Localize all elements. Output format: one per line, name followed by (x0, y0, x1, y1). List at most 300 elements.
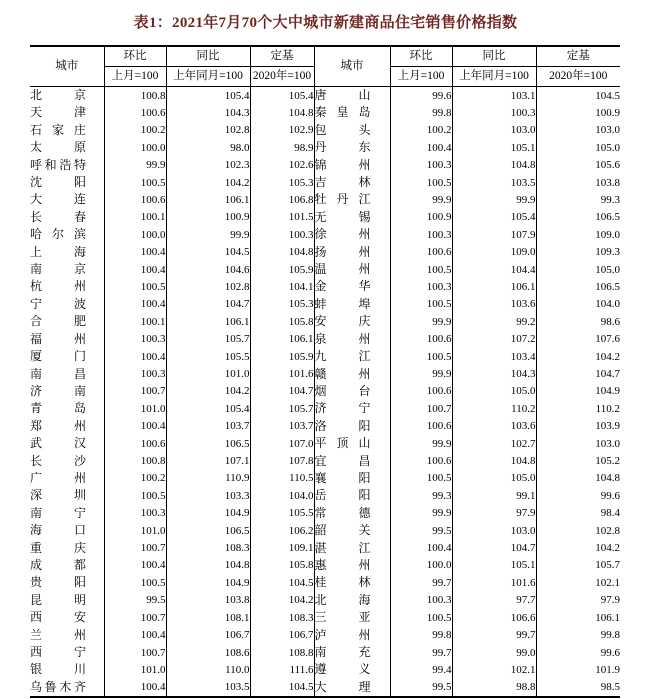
city-name-left: 大连 (30, 192, 86, 207)
mom-value-right: 100.7 (390, 400, 452, 417)
fixed-value-left: 103.7 (250, 418, 314, 435)
table-row (30, 174, 620, 191)
mom-value-right: 99.7 (390, 574, 452, 591)
city-name-left: 呼和浩特 (30, 157, 86, 172)
mom-value-right: 99.7 (390, 644, 452, 661)
mom-value-left: 100.4 (104, 627, 166, 644)
yoy-value-left: 105.4 (166, 400, 250, 417)
yoy-value-right: 99.9 (452, 191, 536, 208)
city-name-right: 济宁 (314, 401, 371, 416)
table-row (30, 487, 620, 504)
fixed-value-left: 104.8 (250, 104, 314, 121)
mom-value-left: 100.7 (104, 644, 166, 661)
yoy-value-left: 105.4 (166, 87, 250, 105)
city-cell-right (314, 174, 390, 191)
fixed-value-left: 107.0 (250, 435, 314, 452)
yoy-value-left: 99.9 (166, 226, 250, 243)
fixed-value-left: 105.5 (250, 505, 314, 522)
city-cell-left (30, 627, 104, 644)
mom-value-left: 100.4 (104, 261, 166, 278)
fixed-value-right: 104.9 (536, 383, 620, 400)
mom-value-left: 100.1 (104, 313, 166, 330)
fixed-value-left: 110.5 (250, 470, 314, 487)
header-city-right: 城市 (314, 46, 390, 87)
yoy-value-right: 99.7 (452, 627, 536, 644)
city-cell-left (30, 226, 104, 243)
yoy-value-left: 104.9 (166, 505, 250, 522)
price-index-table (30, 45, 620, 698)
city-cell-right (314, 122, 390, 139)
city-cell-right (314, 366, 390, 383)
mom-value-right: 100.2 (390, 122, 452, 139)
city-cell-left (30, 174, 104, 191)
city-name-left: 杭州 (30, 279, 86, 294)
table-row (30, 331, 620, 348)
fixed-value-left: 107.8 (250, 453, 314, 470)
mom-value-left: 100.4 (104, 679, 166, 697)
fixed-value-right: 101.9 (536, 661, 620, 678)
mom-value-right: 100.3 (390, 226, 452, 243)
mom-value-right: 100.5 (390, 296, 452, 313)
city-cell-right (314, 627, 390, 644)
yoy-value-left: 106.1 (166, 313, 250, 330)
mom-value-right: 100.3 (390, 278, 452, 295)
mom-value-left: 101.0 (104, 661, 166, 678)
fixed-value-right: 103.8 (536, 174, 620, 191)
mom-value-left: 100.8 (104, 87, 166, 105)
fixed-value-right: 107.6 (536, 331, 620, 348)
fixed-value-right: 104.8 (536, 470, 620, 487)
city-name-right: 温州 (314, 262, 371, 277)
city-cell-right (314, 557, 390, 574)
yoy-value-right: 107.9 (452, 226, 536, 243)
fixed-value-left: 104.0 (250, 487, 314, 504)
fixed-value-right: 109.0 (536, 226, 620, 243)
city-cell-right (314, 679, 390, 697)
city-name-right: 岳阳 (314, 488, 371, 503)
city-name-right: 湛江 (314, 540, 371, 555)
fixed-value-right: 105.2 (536, 453, 620, 470)
fixed-value-right: 106.1 (536, 609, 620, 626)
city-cell-right (314, 226, 390, 243)
mom-value-left: 100.0 (104, 139, 166, 156)
header-yoy-right: 同比 (452, 46, 536, 67)
city-cell-left (30, 557, 104, 574)
fixed-value-right: 99.6 (536, 644, 620, 661)
yoy-value-right: 103.1 (452, 87, 536, 105)
mom-value-left: 100.5 (104, 174, 166, 191)
table-row (30, 661, 620, 678)
city-cell-left (30, 470, 104, 487)
fixed-value-left: 111.6 (250, 661, 314, 678)
table-row (30, 366, 620, 383)
fixed-value-left: 104.8 (250, 244, 314, 261)
yoy-value-right: 105.0 (452, 383, 536, 400)
table-row (30, 470, 620, 487)
yoy-value-right: 101.6 (452, 574, 536, 591)
mom-value-right: 100.6 (390, 331, 452, 348)
yoy-value-left: 110.0 (166, 661, 250, 678)
fixed-value-right: 98.5 (536, 679, 620, 697)
mom-value-left: 101.0 (104, 400, 166, 417)
city-cell-left (30, 383, 104, 400)
city-cell-right (314, 331, 390, 348)
city-cell-left (30, 261, 104, 278)
yoy-value-right: 104.8 (452, 453, 536, 470)
fixed-value-left: 105.3 (250, 174, 314, 191)
yoy-value-right: 102.1 (452, 661, 536, 678)
mom-value-right: 100.6 (390, 383, 452, 400)
fixed-value-left: 105.8 (250, 557, 314, 574)
yoy-value-right: 105.4 (452, 209, 536, 226)
yoy-value-right: 98.8 (452, 679, 536, 697)
document-page (0, 11, 651, 698)
city-cell-left (30, 139, 104, 156)
city-cell-left (30, 679, 104, 697)
fixed-value-left: 104.2 (250, 592, 314, 609)
yoy-value-left: 104.5 (166, 244, 250, 261)
fixed-value-left: 104.5 (250, 574, 314, 591)
mom-value-right: 100.4 (390, 139, 452, 156)
fixed-value-left: 106.1 (250, 331, 314, 348)
yoy-value-right: 97.7 (452, 592, 536, 609)
table-row (30, 557, 620, 574)
city-cell-right (314, 104, 390, 121)
mom-value-left: 100.7 (104, 383, 166, 400)
city-name-right: 平顶山 (314, 436, 371, 451)
table-title: 表1：2021年7月70个大中城市新建商品住宅销售价格指数 (133, 15, 518, 31)
mom-value-right: 99.9 (390, 366, 452, 383)
yoy-value-left: 103.5 (166, 679, 250, 697)
city-name-right: 常德 (314, 505, 371, 520)
mom-value-left: 100.7 (104, 540, 166, 557)
fixed-value-right: 102.8 (536, 522, 620, 539)
yoy-value-left: 98.0 (166, 139, 250, 156)
city-cell-left (30, 348, 104, 365)
header-mom-base-left: 上月=100 (104, 67, 166, 87)
table-row (30, 453, 620, 470)
city-cell-right (314, 574, 390, 591)
table-row (30, 139, 620, 156)
table-row (30, 400, 620, 417)
city-cell-left (30, 313, 104, 330)
yoy-value-left: 102.8 (166, 122, 250, 139)
city-name-left: 济南 (30, 383, 86, 398)
city-cell-right (314, 261, 390, 278)
mom-value-right: 99.9 (390, 313, 452, 330)
yoy-value-right: 109.0 (452, 244, 536, 261)
yoy-value-left: 108.6 (166, 644, 250, 661)
yoy-value-right: 103.6 (452, 418, 536, 435)
fixed-value-left: 106.2 (250, 522, 314, 539)
table-row (30, 592, 620, 609)
yoy-value-left: 100.9 (166, 209, 250, 226)
fixed-value-left: 108.3 (250, 609, 314, 626)
city-cell-left (30, 661, 104, 678)
city-name-right: 无锡 (314, 209, 371, 224)
mom-value-right: 100.3 (390, 157, 452, 174)
city-name-left: 南宁 (30, 505, 86, 520)
city-cell-left (30, 540, 104, 557)
fixed-value-left: 105.8 (250, 313, 314, 330)
city-name-right: 唐山 (314, 88, 371, 102)
yoy-value-left: 104.9 (166, 574, 250, 591)
city-cell-right (314, 191, 390, 208)
city-name-left: 哈尔滨 (30, 227, 86, 242)
mom-value-right: 100.9 (390, 209, 452, 226)
table-row (30, 627, 620, 644)
yoy-value-left: 102.3 (166, 157, 250, 174)
city-cell-left (30, 122, 104, 139)
city-name-left: 贵阳 (30, 575, 86, 590)
fixed-value-left: 104.7 (250, 383, 314, 400)
city-name-right: 吉林 (314, 175, 371, 190)
header-fixed-right: 定基 (536, 46, 620, 67)
fixed-value-left: 108.8 (250, 644, 314, 661)
header-yoy-base-right: 上年同月=100 (452, 67, 536, 87)
mom-value-left: 100.3 (104, 331, 166, 348)
city-cell-right (314, 313, 390, 330)
table-row (30, 296, 620, 313)
yoy-value-left: 104.2 (166, 174, 250, 191)
city-cell-right (314, 348, 390, 365)
mom-value-right: 99.3 (390, 487, 452, 504)
city-name-left: 昆明 (30, 592, 86, 607)
fixed-value-right: 105.0 (536, 139, 620, 156)
city-name-left: 长沙 (30, 453, 86, 468)
fixed-value-right: 102.1 (536, 574, 620, 591)
fixed-value-right: 103.0 (536, 435, 620, 452)
yoy-value-left: 108.3 (166, 540, 250, 557)
mom-value-left: 100.1 (104, 209, 166, 226)
city-name-right: 徐州 (314, 227, 371, 242)
yoy-value-left: 104.2 (166, 383, 250, 400)
city-name-left: 西安 (30, 610, 86, 625)
city-name-right: 丹东 (314, 140, 371, 155)
fixed-value-left: 105.7 (250, 400, 314, 417)
table-row (30, 644, 620, 661)
city-name-left: 郑州 (30, 418, 86, 433)
city-cell-right (314, 139, 390, 156)
table-row (30, 87, 620, 105)
city-name-right: 洛阳 (314, 418, 371, 433)
city-cell-left (30, 487, 104, 504)
city-cell-right (314, 453, 390, 470)
city-cell-left (30, 87, 104, 105)
mom-value-left: 100.2 (104, 122, 166, 139)
city-cell-left (30, 505, 104, 522)
city-name-right: 韶关 (314, 523, 371, 538)
mom-value-left: 100.2 (104, 470, 166, 487)
yoy-value-left: 106.5 (166, 522, 250, 539)
yoy-value-left: 110.9 (166, 470, 250, 487)
city-name-left: 沈阳 (30, 175, 86, 190)
yoy-value-right: 104.3 (452, 366, 536, 383)
yoy-value-right: 104.4 (452, 261, 536, 278)
fixed-value-right: 98.4 (536, 505, 620, 522)
fixed-value-right: 104.5 (536, 87, 620, 105)
city-name-left: 北京 (30, 88, 86, 102)
mom-value-right: 100.5 (390, 470, 452, 487)
table-row (30, 313, 620, 330)
city-cell-left (30, 157, 104, 174)
table-row (30, 383, 620, 400)
yoy-value-right: 103.6 (452, 296, 536, 313)
table-row (30, 261, 620, 278)
yoy-value-right: 99.2 (452, 313, 536, 330)
fixed-value-right: 110.2 (536, 400, 620, 417)
city-cell-right (314, 661, 390, 678)
city-name-right: 锦州 (314, 157, 371, 172)
yoy-value-right: 97.9 (452, 505, 536, 522)
table-row (30, 574, 620, 591)
yoy-value-left: 104.3 (166, 104, 250, 121)
city-name-right: 宜昌 (314, 453, 371, 468)
city-cell-right (314, 383, 390, 400)
city-name-right: 惠州 (314, 557, 371, 572)
yoy-value-right: 105.0 (452, 470, 536, 487)
city-name-left: 西宁 (30, 645, 86, 659)
fixed-value-left: 105.3 (250, 296, 314, 313)
yoy-value-right: 103.4 (452, 348, 536, 365)
city-name-right: 遵义 (314, 662, 371, 677)
city-cell-right (314, 209, 390, 226)
city-name-left: 成都 (30, 557, 86, 572)
mom-value-right: 100.6 (390, 244, 452, 261)
mom-value-left: 100.4 (104, 418, 166, 435)
table-row (30, 226, 620, 243)
fixed-value-left: 105.9 (250, 261, 314, 278)
fixed-value-left: 102.9 (250, 122, 314, 139)
city-cell-left (30, 644, 104, 661)
city-name-right: 金华 (314, 279, 371, 294)
fixed-value-right: 104.2 (536, 348, 620, 365)
fixed-value-right: 104.2 (536, 540, 620, 557)
yoy-value-right: 103.0 (452, 122, 536, 139)
city-cell-left (30, 278, 104, 295)
city-cell-left (30, 592, 104, 609)
city-cell-left (30, 104, 104, 121)
city-cell-left (30, 331, 104, 348)
city-name-left: 广州 (30, 470, 86, 485)
yoy-value-right: 106.6 (452, 609, 536, 626)
yoy-value-left: 103.8 (166, 592, 250, 609)
city-name-left: 武汉 (30, 436, 86, 451)
city-cell-left (30, 435, 104, 452)
mom-value-right: 100.3 (390, 592, 452, 609)
mom-value-left: 100.4 (104, 348, 166, 365)
mom-value-right: 99.5 (390, 522, 452, 539)
city-cell-left (30, 574, 104, 591)
mom-value-right: 99.8 (390, 104, 452, 121)
city-cell-left (30, 609, 104, 626)
fixed-value-right: 106.5 (536, 278, 620, 295)
mom-value-left: 100.4 (104, 244, 166, 261)
mom-value-right: 99.6 (390, 87, 452, 105)
yoy-value-left: 104.6 (166, 261, 250, 278)
mom-value-right: 99.5 (390, 679, 452, 697)
fixed-value-left: 104.1 (250, 278, 314, 295)
mom-value-left: 100.4 (104, 296, 166, 313)
city-name-right: 烟台 (314, 383, 371, 398)
mom-value-left: 100.5 (104, 574, 166, 591)
city-name-left: 海口 (30, 523, 86, 538)
city-name-right: 北海 (314, 592, 371, 607)
yoy-value-right: 104.7 (452, 540, 536, 557)
city-cell-right (314, 418, 390, 435)
city-name-right: 安庆 (314, 314, 371, 329)
fixed-value-right: 105.0 (536, 261, 620, 278)
table-row (30, 609, 620, 626)
city-name-right: 泉州 (314, 331, 371, 346)
mom-value-right: 100.0 (390, 557, 452, 574)
city-name-left: 天津 (30, 105, 86, 120)
mom-value-left: 100.8 (104, 453, 166, 470)
city-cell-right (314, 592, 390, 609)
city-name-left: 兰州 (30, 627, 86, 642)
fixed-value-left: 100.3 (250, 226, 314, 243)
yoy-value-right: 103.0 (452, 522, 536, 539)
header-fixed-base-left: 2020年=100 (250, 67, 314, 87)
mom-value-right: 100.5 (390, 174, 452, 191)
fixed-value-left: 109.1 (250, 540, 314, 557)
fixed-value-left: 105.9 (250, 348, 314, 365)
city-name-left: 南昌 (30, 366, 86, 381)
city-name-right: 大理 (314, 679, 371, 694)
city-cell-right (314, 244, 390, 261)
header-fixed-left: 定基 (250, 46, 314, 67)
mom-value-right: 99.9 (390, 191, 452, 208)
yoy-value-right: 99.1 (452, 487, 536, 504)
yoy-value-right: 106.1 (452, 278, 536, 295)
city-name-left: 福州 (30, 331, 86, 346)
fixed-value-right: 104.0 (536, 296, 620, 313)
mom-value-right: 99.4 (390, 661, 452, 678)
yoy-value-right: 100.3 (452, 104, 536, 121)
mom-value-left: 100.4 (104, 557, 166, 574)
city-cell-left (30, 191, 104, 208)
city-cell-right (314, 435, 390, 452)
city-cell-left (30, 400, 104, 417)
yoy-value-right: 105.1 (452, 557, 536, 574)
fixed-value-right: 98.6 (536, 313, 620, 330)
city-name-left: 南京 (30, 262, 86, 277)
city-name-left: 深圳 (30, 488, 86, 503)
fixed-value-right: 106.5 (536, 209, 620, 226)
mom-value-left: 100.3 (104, 366, 166, 383)
fixed-value-left: 102.6 (250, 157, 314, 174)
city-cell-left (30, 522, 104, 539)
fixed-value-right: 100.9 (536, 104, 620, 121)
city-name-right: 赣州 (314, 366, 371, 381)
yoy-value-left: 103.7 (166, 418, 250, 435)
fixed-value-right: 103.9 (536, 418, 620, 435)
table-row (30, 104, 620, 121)
city-name-left: 乌鲁木齐 (30, 679, 86, 694)
mom-value-left: 100.5 (104, 487, 166, 504)
fixed-value-right: 99.3 (536, 191, 620, 208)
header-mom-right: 环比 (390, 46, 452, 67)
mom-value-left: 100.6 (104, 191, 166, 208)
fixed-value-right: 105.6 (536, 157, 620, 174)
table-row (30, 540, 620, 557)
yoy-value-right: 105.1 (452, 139, 536, 156)
mom-value-right: 100.5 (390, 609, 452, 626)
city-name-right: 蚌埠 (314, 296, 371, 311)
city-cell-right (314, 522, 390, 539)
city-name-left: 厦门 (30, 349, 86, 364)
fixed-value-right: 99.8 (536, 627, 620, 644)
